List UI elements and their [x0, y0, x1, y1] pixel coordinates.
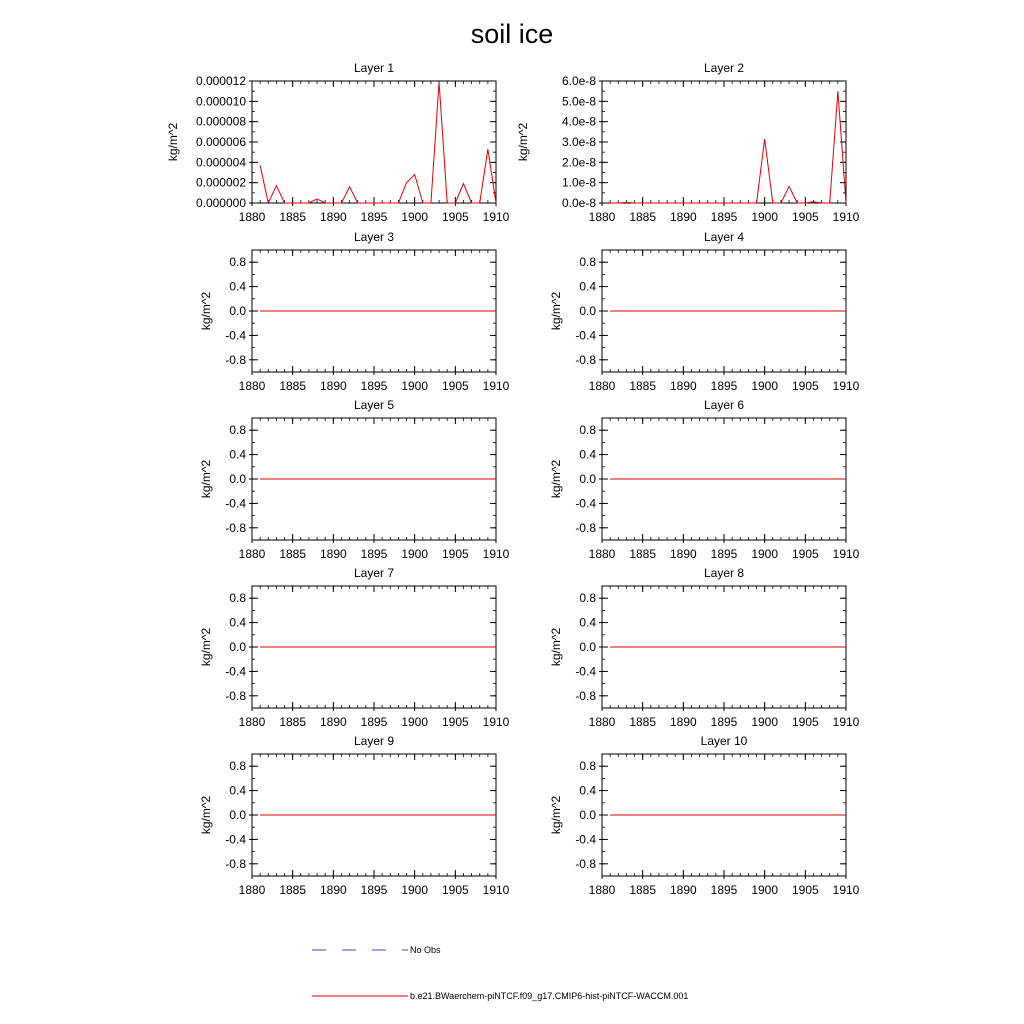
y-tick-label: 6.0e-8 [561, 74, 596, 88]
panel-title: Layer 7 [353, 566, 395, 580]
y-tick-label: -0.8 [575, 520, 596, 535]
y-tick-label: 0.0 [579, 640, 596, 654]
y-tick-label: 5.0e-8 [561, 94, 596, 109]
panel-title: Layer 4 [703, 230, 745, 244]
y-tick-label: 0.4 [229, 615, 246, 630]
y-tick-label: -0.4 [225, 664, 246, 679]
panel-layer-3 [199, 230, 510, 393]
y-tick-label: 0.0 [579, 472, 596, 486]
y-tick-label: 0.0 [579, 304, 596, 318]
x-tick-label: 1895 [360, 379, 388, 393]
x-tick-label: 1905 [441, 883, 469, 897]
x-tick-label: 1895 [710, 883, 738, 897]
x-tick-label: 1895 [710, 210, 738, 224]
y-tick-label: 0.0 [229, 640, 246, 654]
y-tick-label: 1.0e-8 [561, 175, 596, 190]
x-tick-label: 1895 [710, 379, 738, 393]
x-tick-label: 1900 [751, 379, 779, 393]
y-tick-label: 0.4 [579, 447, 596, 462]
y-tick-label: 0.0 [229, 808, 246, 822]
panel-layer-5 [199, 398, 510, 561]
plot-frame [252, 81, 496, 203]
x-tick-label: 1880 [238, 379, 266, 393]
x-tick-label: 1895 [360, 547, 388, 561]
x-tick-label: 1880 [588, 210, 616, 224]
x-tick-label: 1885 [629, 715, 657, 729]
x-tick-label: 1905 [441, 547, 469, 561]
x-tick-label: 1895 [710, 547, 738, 561]
x-tick-label: 1880 [238, 210, 266, 224]
y-tick-label: -0.4 [225, 328, 246, 343]
y-axis-label: kg/m^2 [549, 795, 563, 835]
y-axis-label: kg/m^2 [166, 122, 180, 162]
y-tick-label: -0.8 [225, 520, 246, 535]
y-tick-label: 0.8 [579, 591, 596, 606]
y-tick-label: 0.4 [579, 279, 596, 294]
y-tick-label: 0.0 [229, 472, 246, 486]
y-tick-label: -0.8 [575, 856, 596, 871]
x-tick-label: 1890 [319, 547, 347, 561]
y-tick-label: 0.4 [229, 279, 246, 294]
y-axis-label: kg/m^2 [549, 627, 563, 667]
panel-title: Layer 3 [353, 230, 395, 244]
y-tick-label: 0.000000 [195, 196, 246, 210]
panels-group [166, 61, 860, 897]
x-tick-label: 1910 [832, 547, 860, 561]
y-axis-label: kg/m^2 [549, 459, 563, 499]
series-line [260, 82, 496, 203]
x-tick-label: 1905 [791, 715, 819, 729]
legend-model-label: b.e21.BWaerchem-piNTCF.f09_g17.CMIP6-hist-piNTCF-WACCM.001 [410, 991, 689, 1001]
x-tick-label: 1880 [238, 715, 266, 729]
x-tick-label: 1885 [279, 547, 307, 561]
y-tick-label: -0.4 [575, 664, 596, 679]
x-tick-label: 1905 [441, 379, 469, 393]
x-tick-label: 1890 [669, 379, 697, 393]
panel-layer-10 [549, 734, 860, 897]
x-tick-label: 1885 [629, 210, 657, 224]
y-tick-label: 0.000006 [195, 135, 246, 149]
x-tick-label: 1880 [588, 715, 616, 729]
y-axis-label: kg/m^2 [549, 291, 563, 331]
x-tick-label: 1900 [401, 547, 429, 561]
y-tick-label: -0.8 [575, 352, 596, 367]
x-tick-label: 1900 [401, 883, 429, 897]
y-tick-label: 0.8 [579, 423, 596, 438]
x-tick-label: 1905 [441, 210, 469, 224]
x-tick-label: 1890 [319, 715, 347, 729]
y-axis-label: kg/m^2 [516, 122, 530, 162]
x-tick-label: 1890 [669, 883, 697, 897]
x-tick-label: 1890 [319, 379, 347, 393]
x-tick-label: 1895 [360, 883, 388, 897]
x-tick-label: 1895 [360, 210, 388, 224]
x-tick-label: 1900 [751, 210, 779, 224]
panel-title: Layer 8 [703, 566, 745, 580]
x-tick-label: 1880 [588, 883, 616, 897]
y-axis-label: kg/m^2 [199, 459, 213, 499]
panel-layer-6 [549, 398, 860, 561]
x-tick-label: 1905 [441, 715, 469, 729]
x-tick-label: 1885 [629, 379, 657, 393]
panel-title: Layer 1 [353, 61, 395, 75]
x-tick-label: 1910 [482, 547, 510, 561]
y-axis-label: kg/m^2 [199, 795, 213, 835]
panel-layer-1 [166, 61, 510, 224]
y-tick-label: 0.000004 [195, 155, 246, 170]
x-tick-label: 1900 [401, 715, 429, 729]
figure-title: soil ice [470, 19, 554, 49]
y-axis-label: kg/m^2 [199, 291, 213, 331]
y-tick-label: 0.8 [579, 255, 596, 270]
y-tick-label: 0.4 [579, 783, 596, 798]
x-tick-label: 1910 [832, 883, 860, 897]
x-tick-label: 1885 [629, 547, 657, 561]
x-tick-label: 1890 [319, 210, 347, 224]
y-tick-label: -0.4 [225, 832, 246, 847]
y-tick-label: 0.4 [579, 615, 596, 630]
y-tick-label: 0.0e-8 [561, 196, 596, 210]
y-tick-label: -0.8 [225, 856, 246, 871]
y-tick-label: -0.8 [225, 688, 246, 703]
panel-layer-4 [549, 230, 860, 393]
x-tick-label: 1880 [238, 547, 266, 561]
series-line [610, 91, 846, 203]
y-tick-label: 0.000010 [195, 94, 246, 109]
y-tick-label: 4.0e-8 [561, 114, 596, 129]
x-tick-label: 1905 [791, 210, 819, 224]
y-tick-label: 0.8 [229, 759, 246, 774]
y-tick-label: 0.0 [579, 808, 596, 822]
y-tick-label: 2.0e-8 [561, 155, 596, 170]
y-tick-label: 0.8 [229, 255, 246, 270]
y-tick-label: 0.0 [229, 304, 246, 318]
x-tick-label: 1910 [482, 379, 510, 393]
y-tick-label: -0.8 [225, 352, 246, 367]
panel-title: Layer 9 [353, 734, 395, 748]
x-tick-label: 1900 [751, 547, 779, 561]
x-tick-label: 1880 [588, 379, 616, 393]
y-tick-label: 3.0e-8 [561, 135, 596, 149]
x-tick-label: 1895 [360, 715, 388, 729]
y-tick-label: 0.8 [579, 759, 596, 774]
y-tick-label: -0.4 [575, 328, 596, 343]
panel-layer-2 [516, 61, 860, 224]
x-tick-label: 1890 [669, 715, 697, 729]
x-tick-label: 1910 [482, 715, 510, 729]
x-tick-label: 1885 [279, 715, 307, 729]
y-tick-label: 0.8 [229, 423, 246, 438]
legend [312, 945, 688, 1001]
panel-title: Layer 10 [700, 734, 748, 748]
y-tick-label: -0.8 [575, 688, 596, 703]
y-tick-label: 0.4 [229, 783, 246, 798]
x-tick-label: 1910 [832, 210, 860, 224]
x-tick-label: 1900 [751, 715, 779, 729]
panel-title: Layer 6 [703, 398, 745, 412]
y-tick-label: -0.4 [575, 496, 596, 511]
y-tick-label: -0.4 [575, 832, 596, 847]
x-tick-label: 1890 [319, 883, 347, 897]
x-tick-label: 1900 [401, 210, 429, 224]
y-tick-label: 0.000012 [195, 74, 246, 88]
x-tick-label: 1910 [832, 715, 860, 729]
plot-frame [602, 81, 846, 203]
x-tick-label: 1890 [669, 210, 697, 224]
y-tick-label: -0.4 [225, 496, 246, 511]
x-tick-label: 1885 [279, 379, 307, 393]
y-tick-label: 0.000008 [195, 114, 246, 129]
x-tick-label: 1885 [629, 883, 657, 897]
x-tick-label: 1880 [238, 883, 266, 897]
x-tick-label: 1905 [791, 883, 819, 897]
x-tick-label: 1900 [751, 883, 779, 897]
x-tick-label: 1885 [279, 883, 307, 897]
y-tick-label: 0.8 [229, 591, 246, 606]
x-tick-label: 1900 [401, 379, 429, 393]
x-tick-label: 1890 [669, 547, 697, 561]
y-tick-label: 0.000002 [195, 175, 246, 190]
x-tick-label: 1910 [832, 379, 860, 393]
x-tick-label: 1905 [791, 379, 819, 393]
x-tick-label: 1885 [279, 210, 307, 224]
panel-layer-8 [549, 566, 860, 729]
x-tick-label: 1895 [710, 715, 738, 729]
legend-obs-label: No Obs [410, 945, 441, 955]
panel-title: Layer 2 [703, 61, 745, 75]
y-axis-label: kg/m^2 [199, 627, 213, 667]
x-tick-label: 1910 [482, 883, 510, 897]
x-tick-label: 1905 [791, 547, 819, 561]
y-tick-label: 0.4 [229, 447, 246, 462]
x-tick-label: 1880 [588, 547, 616, 561]
x-tick-label: 1910 [482, 210, 510, 224]
panel-title: Layer 5 [353, 398, 395, 412]
panel-layer-7 [199, 566, 510, 729]
panel-layer-9 [199, 734, 510, 897]
